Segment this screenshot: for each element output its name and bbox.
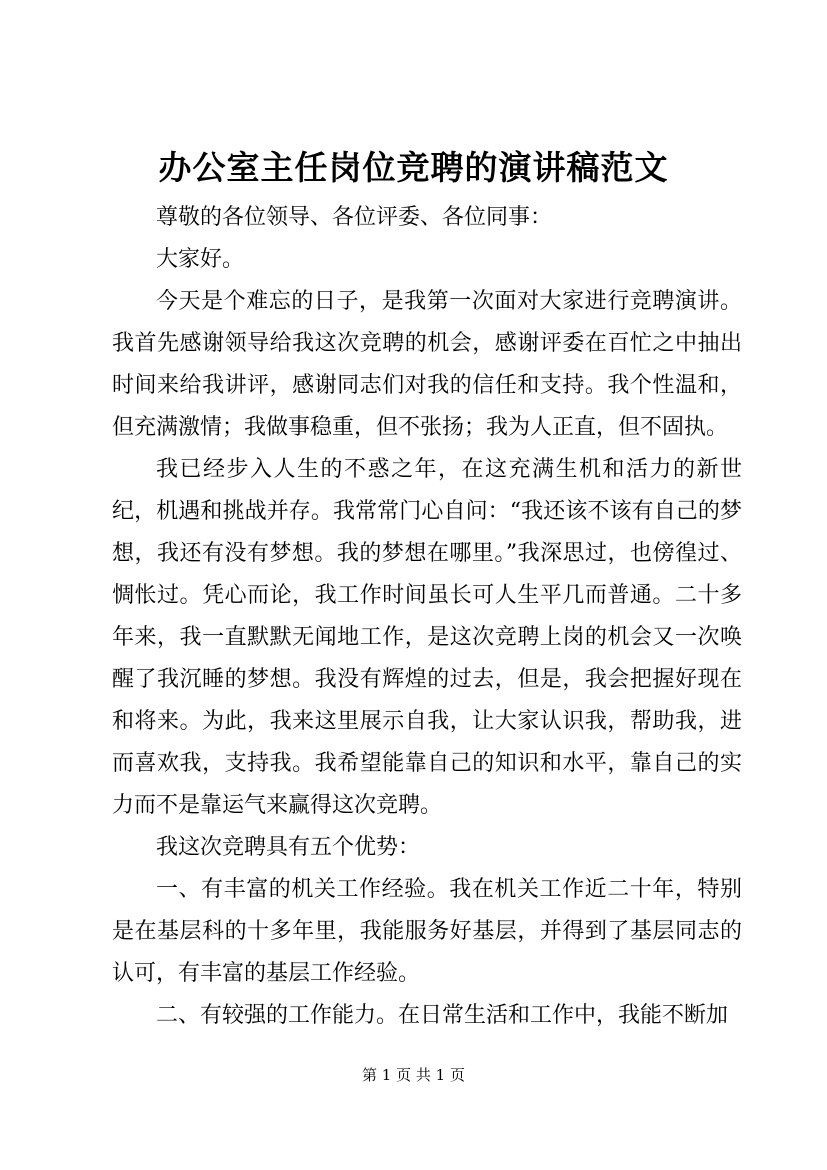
page-footer: 第 1 页 共 1 页 bbox=[362, 1066, 465, 1084]
document-title: 办公室主任岗位竞聘的演讲稿范文 bbox=[158, 148, 669, 187]
body-paragraph: 一、有丰富的机关工作经验。我在机关工作近二十年，特别是在基层科的十多年里，我能服务好基层，并得到了基层同志的认可，有丰富的基层工作经验。 bbox=[112, 877, 742, 986]
body-paragraph: 今天是个难忘的日子，是我第一次面对大家进行竞聘演讲。我首先感谢领导给我这次竞聘的机会，感谢评委在百忙之中抽出时间来给我讲评，感谢同志们对我的信任和支持。我个性温和，但充满激情；我做事稳重，但不张扬；我为人正直，但不固执。 bbox=[112, 289, 742, 440]
salutation-paragraph: 尊敬的各位领导、各位评委、各位同事： bbox=[156, 205, 553, 230]
body-paragraph: 二、有较强的工作能力。在日常生活和工作中，我能不断加 bbox=[156, 1003, 729, 1028]
greeting-paragraph: 大家好。 bbox=[156, 247, 245, 272]
document-body bbox=[112, 197, 742, 1037]
body-paragraph: 我这次竞聘具有五个优势： bbox=[156, 835, 421, 860]
body-paragraph: 我已经步入人生的不惑之年，在这充满生机和活力的新世纪，机遇和挑战并存。我常常门心自问：“我还该不该有自己的梦想，我还有没有梦想。我的梦想在哪里。”我深思过，也傍徨过、惆怅过。凭心而论，我工作时间虽长可人生平几而普通。二十多年来，我一直默默无闻地工作，是这次竞聘上岗的机会又一次唤醒了我沉睡的梦想。我没有辉煌的过去，但是，我会把握好现在和将来。为此，我来这里展示自我，让大家认识我，帮助我，进而喜欢我，支持我。我希望能靠自己的知识和水平，靠自己的实力而不是靠运气来赢得这次竞聘。 bbox=[112, 457, 742, 818]
